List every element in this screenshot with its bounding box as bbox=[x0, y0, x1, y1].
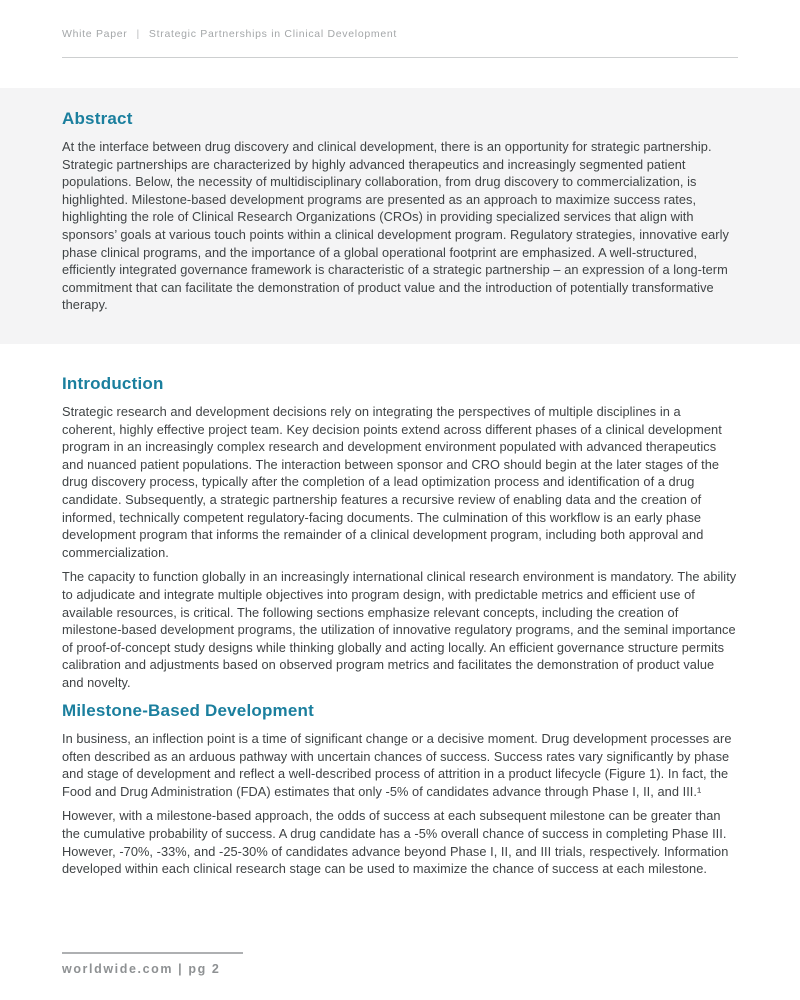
doc-type-label: White Paper bbox=[62, 28, 128, 40]
milestone-section bbox=[62, 701, 738, 878]
introduction-section bbox=[62, 374, 738, 692]
abstract-heading: Abstract bbox=[62, 109, 133, 128]
abstract-paragraph: At the interface between drug discovery and clinical development, there is an opportunity for strategic partnership. Strategic partnerships are characterized by highly advanced therapeutics and increasingly segmented patient populations. Below, the necessity of multidisciplinary collaboration, from drug discovery to commercialization, is highlighted. Milestone-based development programs are presented as an approach to maximize success rates, highlighting the role of Clinical Research Organizations (CROs) in providing specialized services that align with sponsors’ goals at various touch points within a clinical development program. Regulatory strategies, innovative early phase clinical programs, and the importance of a global operational footprint are emphasized. A well-structured, efficiently integrated governance framework is characteristic of a strategic partnership – an expression of a long-term commitment that can facilitate the demonstration of product value and the introduction of potentially transformative therapy. bbox=[62, 139, 729, 313]
milestone-paragraph-1: In business, an inflection point is a time of significant change or a decisive moment. Drug development processes are often described as an arduous pathway with uncertain chances of success. Success rates vary significantly by phase and stage of development and reflect a well-described process of attrition in a product lifecycle (Figure 1). In fact, the Food and Drug Administration (FDA) estimates that only -5% of candidates advance through Phase I, II, and III.¹ bbox=[62, 731, 732, 799]
milestone-heading: Milestone-Based Development bbox=[62, 701, 314, 720]
header-divider: | bbox=[136, 28, 140, 40]
header-rule bbox=[62, 57, 738, 58]
introduction-paragraph-1: Strategic research and development decisions rely on integrating the perspectives of multiple disciplines in a coherent, highly effective project team. Key decision points extend across different phases of a clinical development program in an increasingly complex research and development environment populated with advanced therapeutics and nuanced patient populations. The interaction between sponsor and CRO should begin at the later stages of the drug discovery process, typically after the completion of a lead optimization process and identification of a drug candidate. Subsequently, a strategic partnership features a recursive review of enabling data and the creation of informed, technically competent regulatory-facing documents. The culmination of this workflow is an early phase development program that informs the remainder of a clinical development program, including both approval and commercialization. bbox=[62, 404, 722, 560]
introduction-heading: Introduction bbox=[62, 374, 164, 393]
milestone-paragraph-2: However, with a milestone-based approach, the odds of success at each subsequent milestone can be greater than the cumulative probability of success. A drug candidate has a -5% overall chance of success in completing Phase III. However, -70%, -33%, and -25-30% of candidates advance beyond Phase I, II, and III trials, respectively. Information developed within each clinical research stage can be used to maximize the chance of success at each milestone. bbox=[62, 808, 729, 877]
page-header bbox=[62, 28, 397, 40]
doc-title: Strategic Partnerships in Clinical Development bbox=[148, 28, 398, 40]
abstract-section bbox=[0, 88, 800, 344]
page-footer: worldwide.com | pg 2 bbox=[62, 962, 221, 976]
footer-rule bbox=[62, 952, 243, 954]
introduction-paragraph-2: The capacity to function globally in an increasingly international clinical research environment is mandatory. The ability to adjudicate and integrate multiple objectives into program design, with predictable metrics and efficient use of available resources, is critical. The following sections emphasize relevant concepts, including the creation of milestone-based development programs, the utilization of innovative regulatory programs, and the seminal importance of proof-of-concept study designs while thinking globally and acting locally. An efficient governance structure permits calibration and adjustments based on observed program metrics and facilitates the demonstration of product value and novelty. bbox=[62, 569, 737, 690]
